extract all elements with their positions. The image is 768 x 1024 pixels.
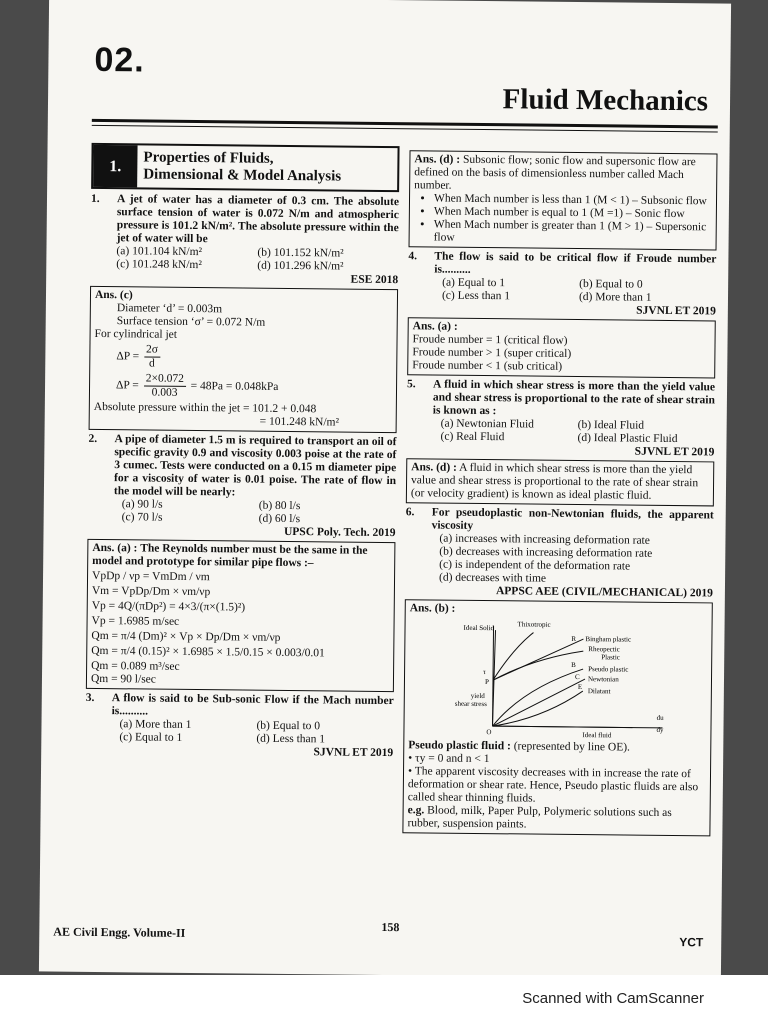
scanned-page: [39, 0, 731, 979]
scanner-watermark: Scanned with CamScanner: [522, 990, 704, 1007]
svg-text:O: O: [486, 728, 492, 737]
question-2: 2. A pipe of diameter 1.5 m is required to transport an oil of specific gravity 0.9 and viscosity 0.003 poise at the rate of 3 cumec. Tests were conducted on a 0.15 m diameter pipe for a viscosity of water is 0.01 poise. The rate of flow in the model will be nearly:: [88, 433, 397, 501]
options: (a) Equal to 1 (b) Equal to 0 (c) Less than 1 (d) More than 1: [441, 276, 652, 304]
left-column: [85, 139, 399, 760]
page-footer: [51, 917, 709, 950]
svg-text:Newtonian: Newtonian: [587, 675, 619, 684]
svg-text:C: C: [574, 673, 580, 682]
options: (a) More than 1 (b) Equal to 0 (c) Equal to 1 (d) Less than 1: [119, 718, 326, 746]
source-label: SJVNL ET 2019: [313, 746, 394, 760]
question-3: 3. A flow is said to be Sub-sonic Flow if the Mach number is..........: [86, 692, 394, 721]
svg-text:Dilatant: Dilatant: [587, 687, 611, 696]
svg-text:Ideal fluid: Ideal fluid: [582, 731, 612, 740]
options: (a) 90 l/s (b) 80 l/s (c) 70 l/s (d) 60 l/s: [121, 498, 301, 526]
svg-text:Rheopectic: Rheopectic: [588, 645, 620, 654]
source-label: APPSC AEE (CIVIL/MECHANICAL) 2019: [495, 585, 713, 600]
svg-text:Ideal Solid: Ideal Solid: [463, 623, 495, 633]
chapter-number: 02.: [94, 40, 145, 80]
svg-text:B: B: [571, 660, 576, 670]
answer-box-1: Ans. (c) Diameter ‘d’ = 0.003m Surface tension ‘σ’ = 0.072 N/m For cylindrical jet ΔP = $\frac{2\sigma}{d}$ ΔP = $\frac{2\times 0.072}{0.003}$ = 48Pa = 0.048kPa Absolute pressure within the jet = 101.2 + 0.048 = 101.248 kN/m²: [89, 286, 398, 433]
question-text: A pipe of diameter 1.5 m is required to transport an oil of specific gravity 0.9 and viscosity 0.003 poise at the rate of 3 cumec. Tests were conducted on a 0.15 m diameter pipe for a viscosity of water is 0.01 poise. The rate of flow in the model will be nearly:: [113, 433, 397, 499]
answer-box-3: Ans. (d) : Subsonic flow; sonic flow and supersonic flow are defined on the basis of dimensionless number called Mach number. • When Mach number is less than 1 (M < 1) – Subsonic flow • When Mach number is equal to 1 (M =1) – Sonic flow • When Mach number is greater than 1 (M > 1) – Supersonic flow: [409, 150, 718, 250]
svg-text:Pseudo plastic: Pseudo plastic: [588, 665, 629, 674]
question-5: 5. A fluid in which shear stress is more than the yield value and shear stress is proportional to the rate of shear strain is known as :: [407, 378, 715, 420]
question-text: A flow is said to be Sub-sonic Flow if the Mach number is..........: [111, 692, 394, 718]
bingham-line: [493, 638, 583, 681]
rheopectic-curve: [493, 650, 583, 681]
chapter-title: Fluid Mechanics: [502, 83, 709, 118]
svg-text:Bingham plastic: Bingham plastic: [585, 635, 632, 644]
svg-text:τ: τ: [483, 668, 486, 677]
dilatant-curve: [493, 690, 583, 727]
answer-box-6: Ans. (b) : Ideal Solid Thixotropic Bingham plastic Rheopectic Plastic Pseudo plastic Newtonian Dilatant yield shear stress Ideal fluid du dy τ P R B C O E Pseudo plastic fluid : (represented by line OE). • τy = 0 and n < 1 • The apparent viscosity decreases with in increase the rate of deformation or shear rate. Hence, Pseudo plastic fluids are also called shear thinning fluids. e.g. Blood, milk, Paper Pulp, Polymeric solutions such as rubber, suspension paints.: [402, 599, 712, 836]
section-number: 1.: [93, 145, 137, 187]
svg-text:E: E: [577, 683, 583, 692]
question-text: A fluid in which shear stress is more than the yield value and shear stress is proportional to the rate of shear strain is known as :: [432, 378, 716, 418]
answer-box-5: Ans. (d) : A fluid in which shear stress is more than the yield value and shear stress is proportional to the rate of shear strain (or velocity gradient) is known as ideal plastic fluid.: [406, 458, 714, 506]
equation: ΔP = $\frac{2\sigma}{d}$: [116, 343, 159, 370]
page-number: 158: [381, 919, 400, 935]
answer-box-2: Ans. (a) : The Reynolds number must be the same in the model and prototype for similar pipe flows :– VpDp / νp = VmDm / νm Vm = VpDp/Dm × νm/νp Vp = 4Q/(πDp²) = 4×3/(π×(1.5)²) Vp = 1.6985 m/sec Qm = π/4 (Dm)² × Vp × Dp/Dm × νm/νp Qm = π/4 (0.15)² × 1.6985 × 1.5/0.15 × 0.003/0.01 Qm = 0.089 m³/sec Qm = 90 l/sec: [86, 539, 396, 692]
question-1: 1. A jet of water has a diameter of 0.3 cm. The absolute surface tension of water is 0.072 N/m and atmospheric pressure is 101.2 kN/m². The absolute pressure within the jet of water will be: [91, 193, 400, 248]
question-6: 6. For pseudoplastic non-Newtonian fluids, the apparent viscosity: [406, 506, 714, 535]
options: (a) Newtonian Fluid (b) Ideal Fluid (c) Real Fluid (d) Ideal Plastic Fluid: [440, 417, 678, 446]
svg-text:shear stress: shear stress: [454, 699, 487, 709]
section-title: Properties of Fluids, Dimensional & Model Analysis: [143, 149, 342, 185]
source-label: SJVNL ET 2019: [636, 304, 716, 318]
options: (a) 101.104 kN/m² (b) 101.152 kN/m² (c) 101.248 kN/m² (d) 101.296 kN/m²: [116, 245, 344, 273]
svg-text:R: R: [571, 634, 577, 644]
ideal-fluid-line: [493, 726, 633, 727]
source-label: SJVNL ET 2019: [634, 445, 715, 459]
rheology-diagram: [432, 618, 683, 741]
svg-text:Plastic: Plastic: [601, 653, 620, 662]
svg-text:yield: yield: [470, 691, 485, 701]
source-label: UPSC Poly. Tech. 2019: [283, 525, 396, 540]
question-text: The flow is said to be critical flow if Froude number is..........: [434, 250, 717, 276]
right-column: [402, 148, 717, 838]
footer-book-title: AE Civil Engg. Volume-II: [53, 924, 186, 940]
svg-text:P: P: [484, 678, 489, 687]
svg-text:Thixotropic: Thixotropic: [517, 620, 551, 629]
bullet-list: • When Mach number is less than 1 (M < 1) – Subsonic flow • When Mach number is equal to 1 (M =1) – Sonic flow • When Mach number is greater than 1 (M > 1) – Supersonic flow: [414, 192, 713, 247]
question-text: A jet of water has a diameter of 0.3 cm. The absolute surface tension of water is 0.072 N/m and atmospheric pressure is 101.2 kN/m². The absolute pressure within the jet of water will be: [116, 193, 400, 246]
newtonian-line: [493, 678, 585, 727]
svg-text:du: du: [656, 713, 664, 722]
equation: ΔP = $\frac{2\times 0.072}{0.003}$ = 48Pa = 0.048kPa: [115, 372, 279, 399]
publisher-label: YCT: [679, 935, 704, 950]
question-4: 4. The flow is said to be critical flow if Froude number is..........: [408, 250, 716, 279]
thixotropic-curve: [493, 632, 534, 680]
pseudo-plastic-curve: [493, 668, 584, 727]
source-label: ESE 2018: [350, 273, 399, 287]
section-header: [91, 143, 399, 192]
options: (a) increases with increasing deformation rate (b) decreases with increasing deformation rate (c) is independent of the deformation rate (d) decreases with time: [438, 532, 653, 585]
question-text: For pseudoplastic non-Newtonian fluids, the apparent viscosity: [431, 506, 714, 532]
answer-box-4: Ans. (a) : Froude number = 1 (critical flow) Froude number > 1 (super critical) Froude number < 1 (sub critical): [407, 317, 716, 378]
title-rule: [92, 119, 718, 129]
svg-text:dy: dy: [656, 725, 664, 734]
